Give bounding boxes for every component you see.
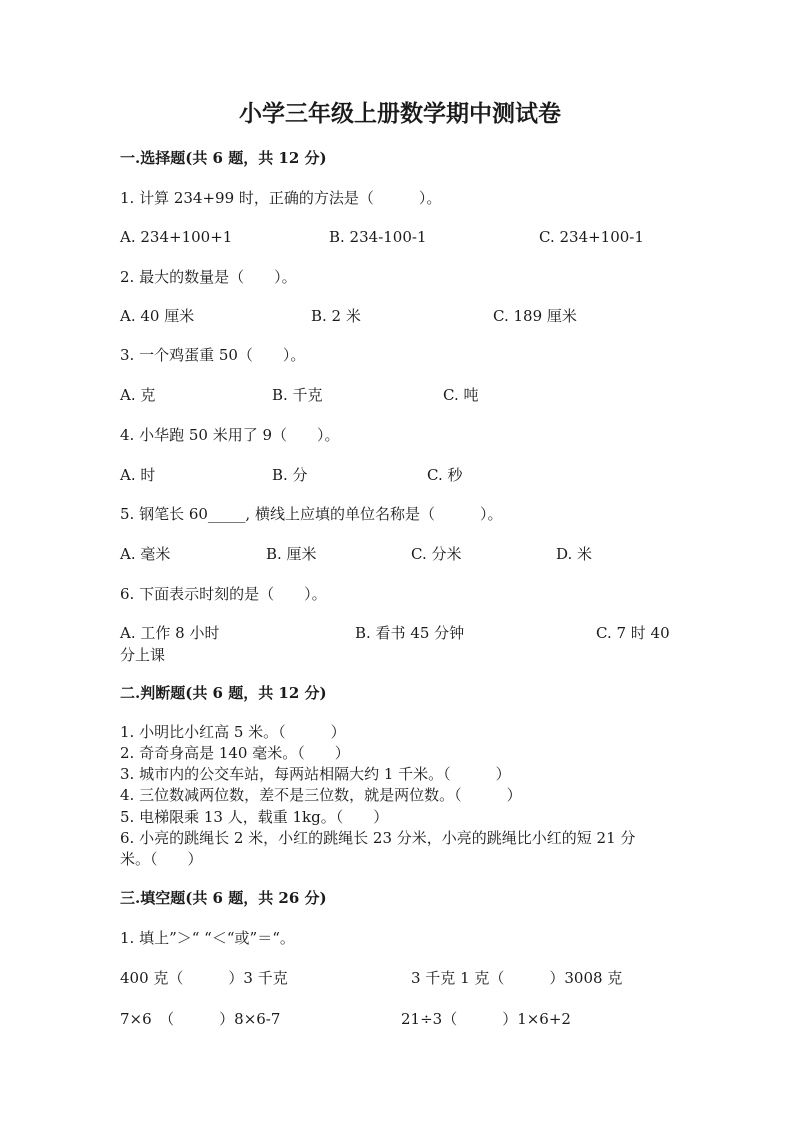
option-c: C. 吨: [443, 386, 479, 404]
exam-title: 小学三年级上册数学期中测试卷: [239, 100, 561, 127]
question-stem: 4. 小华跑 50 米用了 9（ ）。: [120, 426, 340, 444]
option-a: A. 40 厘米: [120, 307, 195, 325]
tf-item: 4. 三位数减两位数，差不是三位数，就是两位数。（ ）: [120, 786, 522, 804]
option-c: C. 分米: [411, 545, 462, 563]
option-b: B. 2 米: [311, 307, 361, 325]
option-b: B. 千克: [272, 386, 323, 404]
option-d: D. 米: [556, 545, 593, 563]
option-a: A. 毫米: [120, 545, 171, 563]
tf-item: 5. 电梯限乘 13 人，载重 1kg。（ ）: [120, 808, 389, 826]
option-a: A. 工作 8 小时: [120, 624, 220, 642]
section-header-choice: 一.选择题(共 6 题，共 12 分): [120, 149, 327, 167]
question-stem: 1. 计算 234+99 时，正确的方法是（ ）。: [120, 189, 442, 207]
compare-item: 3 千克 1 克（ ）3008 克: [411, 969, 623, 987]
option-c: C. 234+100-1: [539, 228, 644, 246]
option-c: C. 189 厘米: [493, 307, 577, 325]
option-c: C. 秒: [427, 466, 463, 484]
tf-item: 1. 小明比小红高 5 米。（ ）: [120, 723, 346, 741]
compare-item: 7×6 （ ）8×6-7: [120, 1010, 281, 1028]
tf-item: 2. 奇奇身高是 140 毫米。（ ）: [120, 744, 350, 762]
question-stem: 2. 最大的数量是（ ）。: [120, 268, 297, 286]
question-stem: 3. 一个鸡蛋重 50（ ）。: [120, 346, 306, 364]
option-c-continuation: 分上课: [120, 646, 166, 664]
option-b: B. 分: [272, 466, 308, 484]
section-header-true-false: 二.判断题(共 6 题，共 12 分): [120, 684, 327, 702]
option-b: B. 看书 45 分钟: [355, 624, 465, 642]
tf-item: 6. 小亮的跳绳长 2 米，小红的跳绳长 23 分米，小亮的跳绳比小红的短 21 分: [120, 829, 636, 847]
option-b: B. 厘米: [266, 545, 317, 563]
question-stem: 6. 下面表示时刻的是（ ）。: [120, 585, 327, 603]
compare-item: 21÷3（ ）1×6+2: [401, 1010, 571, 1028]
compare-item: 400 克（ ）3 千克: [120, 969, 288, 987]
option-b: B. 234-100-1: [329, 228, 427, 246]
option-a: A. 克: [120, 386, 156, 404]
tf-item: 3. 城市内的公交车站，每两站相隔大约 1 千米。（ ）: [120, 765, 511, 783]
option-c: C. 7 时 40: [596, 624, 670, 642]
section-header-fill-blank: 三.填空题(共 6 题，共 26 分): [120, 889, 327, 907]
question-stem: 1. 填上”＞“ “＜“或”＝“。: [120, 929, 295, 947]
option-a: A. 234+100+1: [120, 228, 233, 246]
question-stem: 5. 钢笔长 60_____, 横线上应填的单位名称是（ ）。: [120, 505, 503, 523]
option-a: A. 时: [120, 466, 156, 484]
tf-item-continuation: 米。（ ）: [120, 850, 203, 868]
